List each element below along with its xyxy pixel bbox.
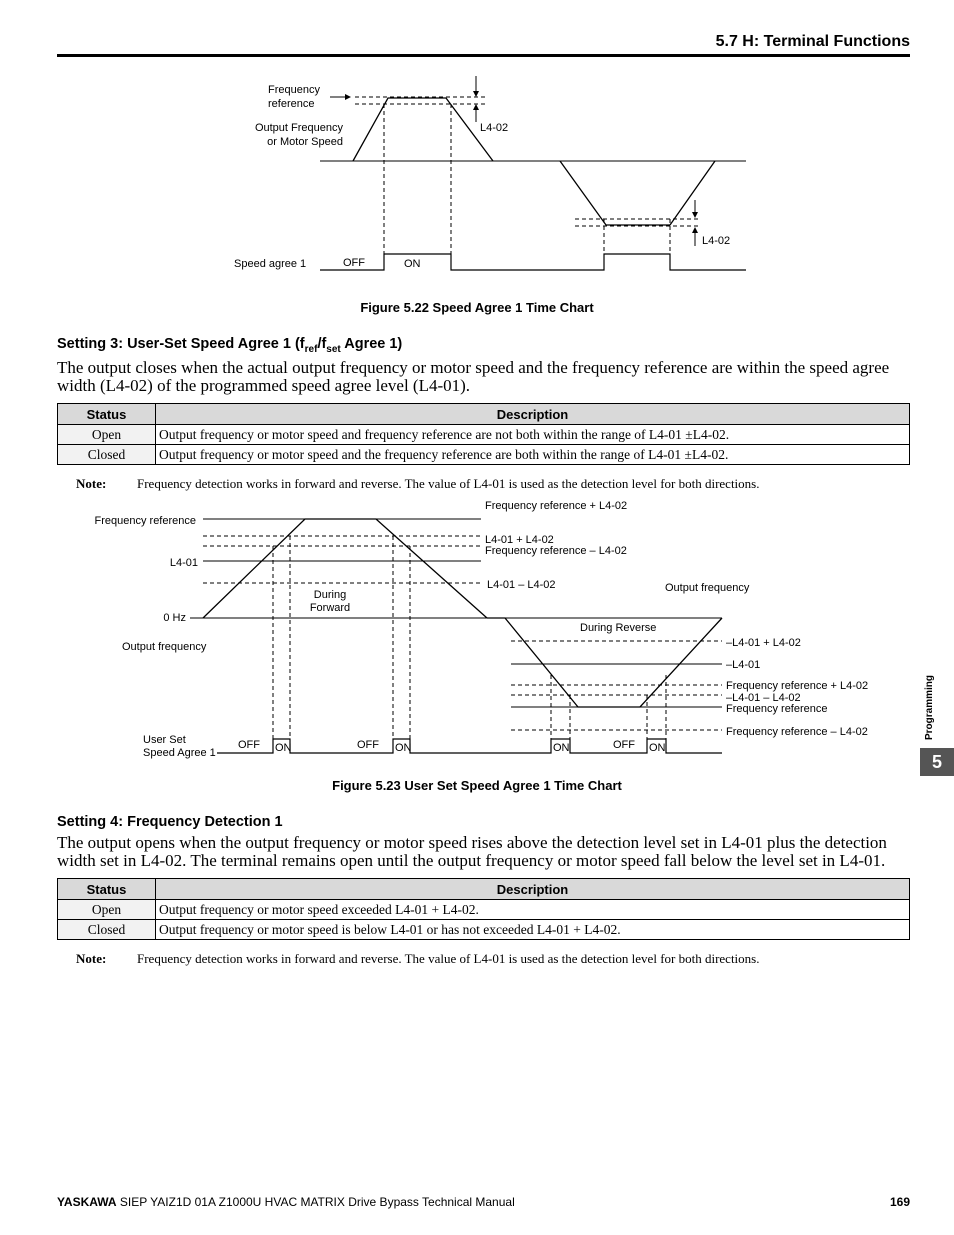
fig522-output-signal (320, 254, 746, 270)
description-cell: Output frequency or motor speed exceeded L4-01 + L4-02. (156, 900, 910, 920)
side-tab-label: Programming (924, 674, 935, 740)
fig523-label-fr-minus: Frequency reference – L4-02 (485, 545, 627, 557)
fig523-label-during-rev: During Reverse (580, 622, 657, 634)
speed-agree-time-chart (0, 60, 954, 290)
footer-manual-title: YASKAWA SIEP YAIZ1D 01A Z1000U HVAC MATRIX Drive Bypass Technical Manual (57, 1195, 515, 1209)
setting3-heading: Setting 3: User-Set Speed Agree 1 ($f_{ref}/f_{set}$ Agree 1) (57, 336, 403, 355)
setting4-note: Note: Frequency detection works in forward and reverse. The value of L4-01 is used as the detection level for both directions. (76, 951, 760, 966)
fig522-reverse-curve (560, 161, 715, 225)
fig523-label-output-freq-right: Output frequency (665, 582, 750, 594)
fig523-label-during-fwd-1: During (313, 589, 347, 601)
fig523-label-on: ON (649, 742, 666, 754)
fig522-label-freq-ref-1: Frequency (268, 84, 320, 96)
status-cell: Open (58, 900, 156, 920)
fig522-label-l402-bottom: L4-02 (702, 235, 731, 247)
fig523-label-neg-l401: –L4-01 (726, 659, 761, 671)
figure-523-caption: Figure 5.23 User Set Speed Agree 1 Time Chart (332, 778, 622, 793)
fig523-label-fr-plus: Frequency reference + L4-02 (485, 500, 628, 512)
fig523-label-on: ON (395, 742, 412, 754)
fig522-forward-curve (353, 98, 493, 161)
chapter-number-badge: 5 (920, 748, 954, 776)
status-cell: Closed (58, 920, 156, 940)
description-cell: Output frequency or motor speed and the frequency reference are both within the range of L4-01 ±L4-02. (156, 445, 910, 465)
page-section-title: 5.7 H: Terminal Functions (715, 33, 910, 50)
table-row (58, 920, 910, 940)
fig523-label-neg-l401-plus: –L4-01 + L4-02 (726, 637, 801, 649)
table-header-row (58, 404, 910, 425)
fig523-label-freq-ref: Frequency reference (94, 515, 196, 527)
setting3-note: Note: Frequency detection works in forward and reverse. The value of L4-01 is used as the detection level for both directions. (76, 476, 760, 491)
setting4-paragraph: The output opens when the output frequency or motor speed rises above the detection level set in L4-01 plus the detection width set in L4-02. The terminal remains open until the output frequency or motor speed fall below the level set in L4-01. (57, 833, 887, 870)
fig523-label-output-freq-left: Output frequency (122, 641, 207, 653)
fig522-label-on: ON (404, 258, 421, 270)
col-description: Description (156, 879, 910, 900)
table-row (58, 900, 910, 920)
status-cell: Closed (58, 445, 156, 465)
fig522-label-speed-agree: Speed agree 1 (234, 258, 307, 270)
fig522-label-freq-ref-2: reference (268, 98, 315, 110)
header-rule (57, 54, 910, 57)
fig523-label-neg-fr: Frequency reference (726, 703, 828, 715)
table-header-row (58, 879, 910, 900)
description-cell: Output frequency or motor speed is below L4-01 or has not exceeded L4-01 + L4-02. (156, 920, 910, 940)
fig523-label-during-fwd-2: Forward (309, 602, 351, 614)
table-row (58, 445, 910, 465)
col-status: Status (58, 404, 156, 425)
setting3-paragraph: The output closes when the actual output frequency or motor speed and the frequency reference are within the speed agree width (L4-02) of the programmed speed agree level (L4-01). (57, 358, 890, 395)
figure-522-caption: Figure 5.22 Speed Agree 1 Time Chart (360, 300, 594, 315)
fig522-label-output-freq-2: or Motor Speed (267, 136, 343, 148)
fig523-label-zero-hz: 0 Hz (163, 612, 186, 624)
setting4-status-table (57, 878, 910, 940)
fig523-label-user-set-2: Speed Agree 1 (143, 747, 216, 759)
user-set-speed-agree-chart (0, 495, 954, 765)
setting3-status-table (57, 403, 910, 465)
fig523-label-l401-minus: L4-01 – L4-02 (487, 579, 556, 591)
status-cell: Open (58, 425, 156, 445)
fig523-label-off: OFF (357, 739, 379, 751)
fig523-output-signal (217, 739, 722, 753)
fig522-label-off: OFF (343, 257, 365, 269)
page-number: 169 (889, 1195, 910, 1209)
fig523-label-on: ON (553, 742, 570, 754)
fig523-label-l401-plus: L4-01 + L4-02 (485, 534, 554, 546)
description-cell: Output frequency or motor speed and frequency reference are not both within the range of L4-01 ±L4-02. (156, 425, 910, 445)
fig523-label-neg-l401-minus: –L4-01 – L4-02 (726, 692, 801, 704)
fig523-label-on: ON (275, 742, 292, 754)
setting4-heading: Setting 4: Frequency Detection 1 (57, 814, 283, 830)
fig523-label-neg-fr-plus: Frequency reference + L4-02 (726, 680, 869, 692)
table-row (58, 425, 910, 445)
fig523-label-l401: L4-01 (169, 557, 198, 569)
fig523-label-off: OFF (613, 739, 635, 751)
fig523-label-neg-fr-minus: Frequency reference – L4-02 (726, 726, 868, 738)
fig523-label-off: OFF (238, 739, 260, 751)
fig522-label-l402-top: L4-02 (480, 122, 509, 134)
col-description: Description (156, 404, 910, 425)
fig522-label-output-freq-1: Output Frequency (254, 122, 343, 134)
col-status: Status (58, 879, 156, 900)
fig523-label-user-set-1: User Set (143, 734, 186, 746)
